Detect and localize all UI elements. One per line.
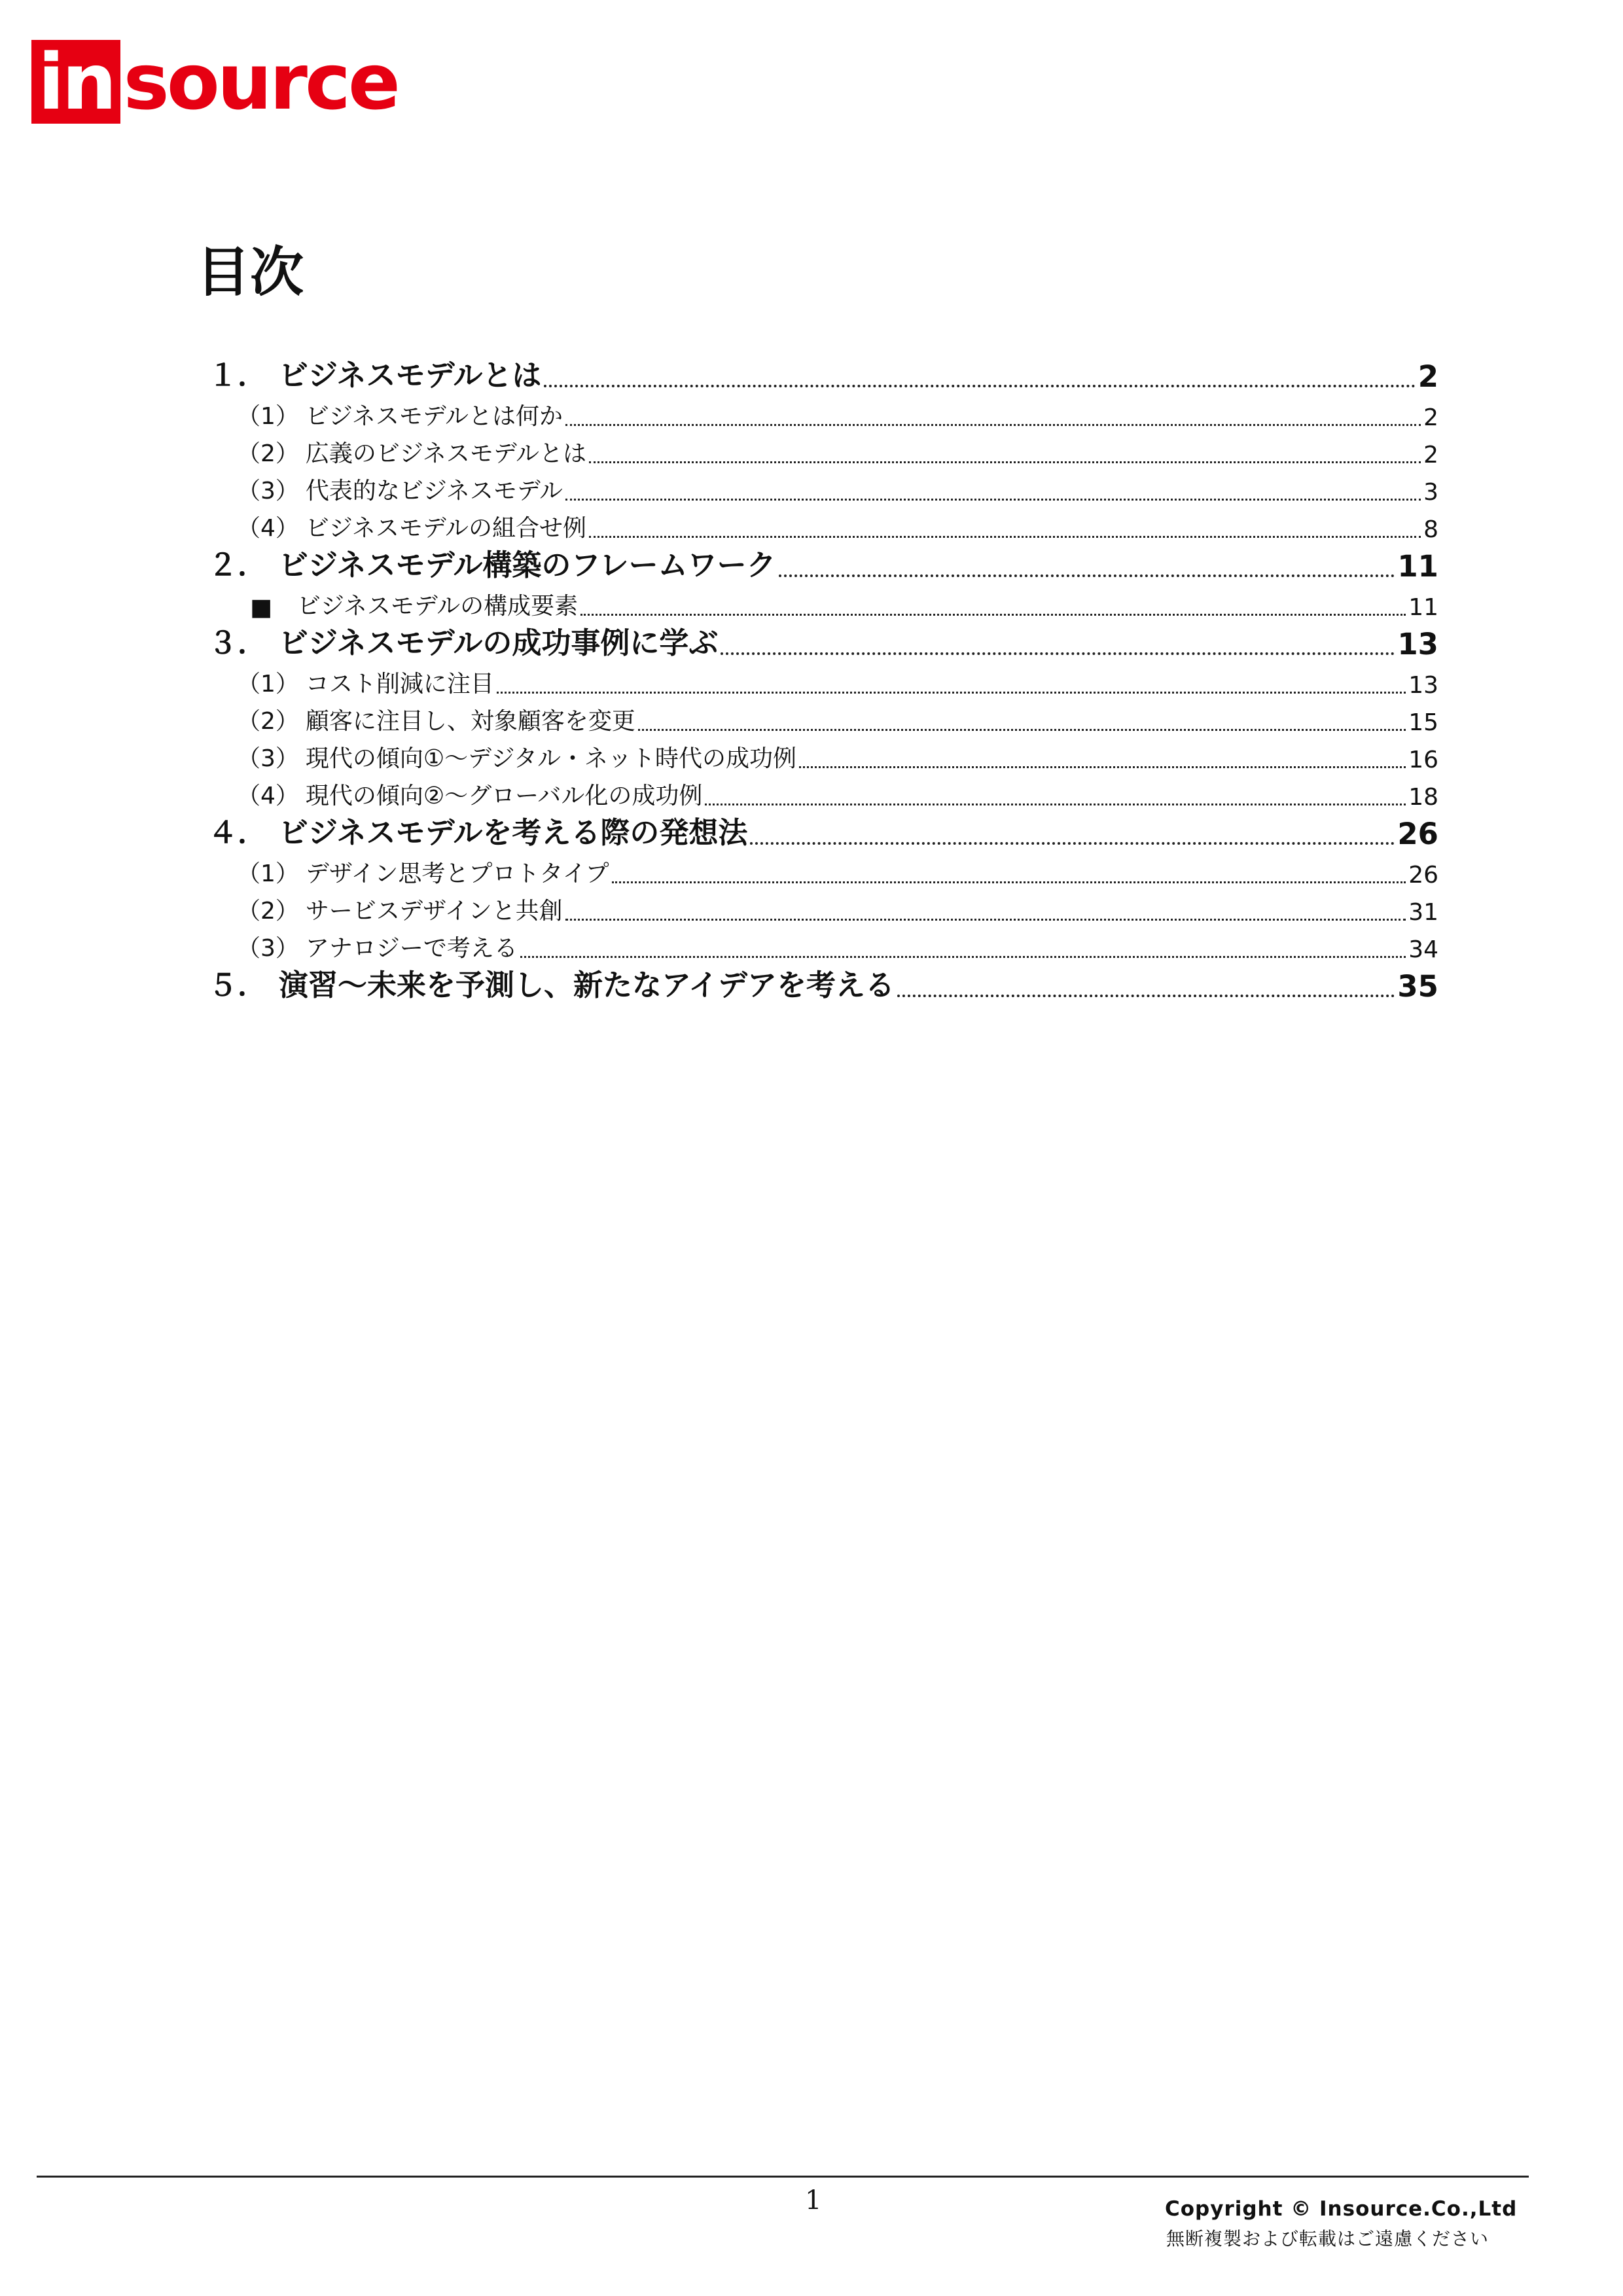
toc-dot-leader bbox=[565, 919, 1406, 921]
toc-dot-leader bbox=[589, 461, 1421, 463]
toc-entry-number: （3） bbox=[237, 935, 299, 962]
toc-entry-number: ４． bbox=[208, 815, 268, 850]
toc-dot-leader bbox=[779, 574, 1395, 577]
toc-dot-leader bbox=[565, 424, 1421, 426]
toc-subsection-entry[interactable] bbox=[208, 662, 1438, 699]
toc-subsection-entry[interactable] bbox=[208, 851, 1438, 889]
toc-entry-label: 顧客に注目し、対象顧客を変更 bbox=[305, 708, 635, 735]
toc-entry-page: 35 bbox=[1397, 969, 1438, 1004]
toc-entry-label: 現代の傾向①～デジタル・ネット時代の成功例 bbox=[305, 745, 797, 772]
toc-entry-label: ビジネスモデルを考える際の発想法 bbox=[279, 815, 748, 850]
toc-subsection-entry[interactable] bbox=[208, 773, 1438, 811]
toc-entry-label: ビジネスモデル構築のフレームワーク bbox=[279, 548, 776, 582]
toc-entry-page: 26 bbox=[1408, 862, 1438, 889]
toc-entry-number: （1） bbox=[237, 671, 299, 698]
toc-entry-page: 3 bbox=[1423, 479, 1438, 506]
table-of-contents bbox=[208, 353, 1438, 1004]
toc-section-entry[interactable] bbox=[208, 963, 1438, 1004]
toc-entry-bullet: ■ bbox=[250, 594, 273, 621]
toc-entry-label: ビジネスモデルの構成要素 bbox=[297, 593, 579, 620]
page-number: 1 bbox=[805, 2185, 822, 2216]
toc-entry-label: デザイン思考とプロトタイプ bbox=[305, 860, 609, 887]
toc-dot-leader bbox=[638, 729, 1406, 731]
toc-entry-label: ビジネスモデルの組合せ例 bbox=[305, 515, 587, 542]
toc-dot-leader bbox=[580, 614, 1406, 616]
toc-entry-page: 15 bbox=[1408, 709, 1438, 736]
toc-subsection-entry[interactable] bbox=[208, 889, 1438, 926]
logo-source-part: source bbox=[123, 37, 398, 127]
toc-dot-leader bbox=[750, 842, 1395, 845]
toc-entry-label: ビジネスモデルとは何か bbox=[305, 403, 563, 430]
toc-entry-number: １． bbox=[208, 358, 268, 393]
toc-entry-label: 演習～未来を予測し、新たなアイデアを考える bbox=[279, 968, 895, 1002]
toc-entry-page: 16 bbox=[1408, 747, 1438, 773]
toc-entry-number: （2） bbox=[237, 898, 299, 925]
toc-entry-number: （1） bbox=[237, 860, 299, 887]
toc-section-entry[interactable] bbox=[208, 811, 1438, 851]
toc-entry-label: ビジネスモデルとは bbox=[279, 358, 542, 393]
toc-subsection-entry[interactable] bbox=[208, 394, 1438, 431]
toc-section-entry[interactable] bbox=[208, 543, 1438, 584]
toc-dot-leader bbox=[497, 692, 1406, 694]
toc-entry-number: （4） bbox=[237, 515, 299, 542]
reproduction-notice: 無断複製および転載はご遠慮ください bbox=[1166, 2228, 1489, 2250]
toc-subsection-entry[interactable] bbox=[208, 468, 1438, 506]
toc-entry-label: 現代の傾向②～グローバル化の成功例 bbox=[305, 783, 703, 809]
toc-entry-page: 13 bbox=[1397, 627, 1438, 662]
toc-dot-leader bbox=[544, 385, 1415, 387]
toc-entry-number: （3） bbox=[237, 478, 299, 504]
toc-dot-leader bbox=[705, 804, 1406, 805]
toc-entry-page: 13 bbox=[1408, 672, 1438, 699]
toc-section-entry[interactable] bbox=[208, 621, 1438, 662]
toc-entry-label: アナロジーで考える bbox=[305, 935, 518, 962]
toc-entry-page: 2 bbox=[1418, 359, 1438, 394]
toc-entry-page: 11 bbox=[1408, 594, 1438, 621]
toc-subsection-entry[interactable] bbox=[208, 926, 1438, 963]
logo-in-part: in bbox=[31, 40, 120, 124]
toc-subsection-entry[interactable] bbox=[208, 699, 1438, 736]
toc-entry-number: ５． bbox=[208, 968, 268, 1002]
toc-entry-number: （1） bbox=[237, 403, 299, 430]
toc-dot-leader bbox=[799, 766, 1406, 768]
toc-entry-number: ３． bbox=[208, 626, 268, 660]
toc-dot-leader bbox=[589, 536, 1421, 538]
toc-dot-leader bbox=[612, 881, 1406, 883]
toc-dot-leader bbox=[721, 652, 1395, 655]
toc-entry-label: ビジネスモデルの成功事例に学ぶ bbox=[279, 626, 719, 660]
toc-entry-page: 2 bbox=[1423, 442, 1438, 468]
toc-entry-label: サービスデザインと共創 bbox=[305, 898, 563, 925]
toc-section-entry[interactable] bbox=[208, 353, 1438, 394]
toc-entry-page: 31 bbox=[1408, 899, 1438, 926]
page-title: 目次 bbox=[196, 241, 304, 304]
toc-subsection-entry[interactable] bbox=[208, 736, 1438, 773]
toc-entry-label: 広義のビジネスモデルとは bbox=[305, 440, 587, 467]
toc-dot-leader bbox=[897, 995, 1395, 997]
toc-dot-leader bbox=[520, 956, 1406, 958]
toc-entry-number: （2） bbox=[237, 708, 299, 735]
toc-entry-number: （2） bbox=[237, 440, 299, 467]
insource-logo bbox=[31, 37, 398, 127]
toc-entry-label: コスト削減に注目 bbox=[305, 671, 494, 698]
toc-entry-page: 11 bbox=[1397, 549, 1438, 584]
toc-entry-page: 2 bbox=[1423, 404, 1438, 431]
toc-entry-number: ２． bbox=[208, 548, 268, 582]
footer-divider bbox=[37, 2176, 1529, 2178]
toc-entry-label: 代表的なビジネスモデル bbox=[305, 478, 563, 504]
toc-subsection-entry[interactable] bbox=[208, 584, 1438, 621]
toc-entry-number: （4） bbox=[237, 783, 299, 809]
toc-entry-number: （3） bbox=[237, 745, 299, 772]
toc-subsection-entry[interactable] bbox=[208, 431, 1438, 468]
toc-entry-page: 18 bbox=[1408, 784, 1438, 811]
toc-entry-page: 26 bbox=[1397, 817, 1438, 851]
toc-entry-page: 34 bbox=[1408, 936, 1438, 963]
toc-entry-page: 8 bbox=[1423, 516, 1438, 543]
toc-dot-leader bbox=[565, 499, 1421, 501]
copyright-text: Copyright © Insource.Co.,Ltd bbox=[1165, 2197, 1518, 2221]
toc-subsection-entry[interactable] bbox=[208, 506, 1438, 543]
